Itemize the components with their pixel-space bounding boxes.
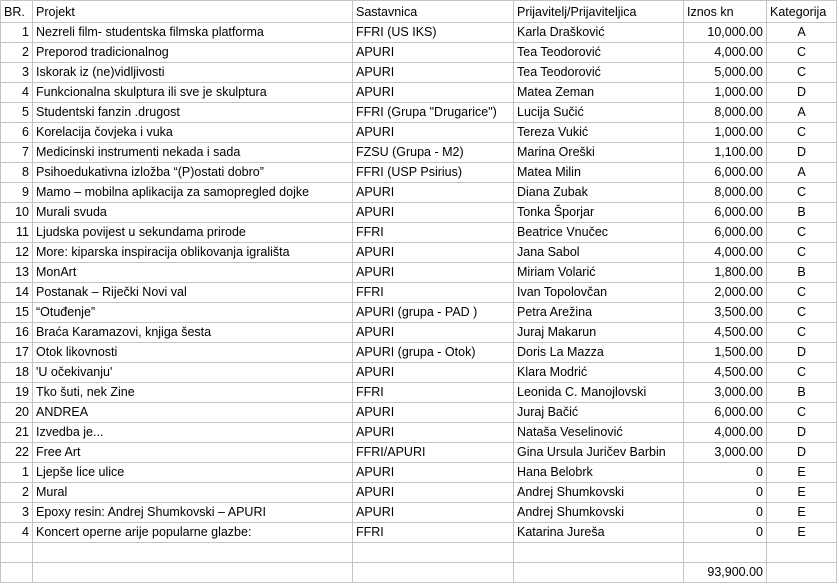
unit-cell[interactable]: APURI (grupa - PAD ) bbox=[353, 303, 514, 323]
row-number-cell[interactable]: 2 bbox=[1, 483, 33, 503]
table-row bbox=[1, 123, 837, 143]
row-number-cell[interactable]: 6 bbox=[1, 123, 33, 143]
category-cell[interactable]: C bbox=[767, 243, 837, 263]
amount-cell[interactable]: 0 bbox=[684, 483, 767, 503]
category-cell[interactable]: D bbox=[767, 423, 837, 443]
row-number-cell[interactable]: 4 bbox=[1, 83, 33, 103]
row-number-cell[interactable]: 19 bbox=[1, 383, 33, 403]
category-cell[interactable]: E bbox=[767, 523, 837, 543]
category-cell[interactable]: C bbox=[767, 323, 837, 343]
amount-cell[interactable]: 3,000.00 bbox=[684, 443, 767, 463]
empty-cell[interactable] bbox=[767, 563, 837, 583]
applicant-cell[interactable]: Tonka Šporjar bbox=[514, 203, 684, 223]
applicant-cell[interactable]: Matea Zeman bbox=[514, 83, 684, 103]
table-row bbox=[1, 363, 837, 383]
unit-cell[interactable]: FFRI bbox=[353, 523, 514, 543]
applicant-cell[interactable]: Karla Drašković bbox=[514, 23, 684, 43]
amount-cell[interactable]: 4,000.00 bbox=[684, 43, 767, 63]
unit-cell[interactable]: FZSU (Grupa - M2) bbox=[353, 143, 514, 163]
category-cell[interactable]: C bbox=[767, 123, 837, 143]
empty-cell[interactable] bbox=[33, 543, 353, 563]
applicant-cell[interactable]: Andrej Shumkovski bbox=[514, 483, 684, 503]
table-row bbox=[1, 263, 837, 283]
applicant-cell[interactable]: Miriam Volarić bbox=[514, 263, 684, 283]
amount-cell[interactable]: 1,500.00 bbox=[684, 343, 767, 363]
unit-cell[interactable]: APURI bbox=[353, 503, 514, 523]
table-row bbox=[1, 223, 837, 243]
category-cell[interactable]: C bbox=[767, 223, 837, 243]
row-number-cell[interactable]: 10 bbox=[1, 203, 33, 223]
applicant-cell[interactable]: Matea Milin bbox=[514, 163, 684, 183]
project-cell[interactable]: Braća Karamazovi, knjiga šesta bbox=[33, 323, 353, 343]
amount-cell[interactable]: 6,000.00 bbox=[684, 223, 767, 243]
table-row bbox=[1, 63, 837, 83]
row-number-cell[interactable]: 1 bbox=[1, 463, 33, 483]
unit-cell[interactable]: APURI bbox=[353, 463, 514, 483]
table-row bbox=[1, 443, 837, 463]
category-cell[interactable]: A bbox=[767, 163, 837, 183]
unit-cell[interactable]: APURI bbox=[353, 43, 514, 63]
project-cell[interactable]: Korelacija čovjeka i vuka bbox=[33, 123, 353, 143]
row-number-cell[interactable]: 1 bbox=[1, 23, 33, 43]
category-cell[interactable]: C bbox=[767, 303, 837, 323]
amount-cell[interactable]: 1,000.00 bbox=[684, 123, 767, 143]
category-cell[interactable]: D bbox=[767, 343, 837, 363]
category-cell[interactable]: B bbox=[767, 263, 837, 283]
category-cell[interactable]: B bbox=[767, 383, 837, 403]
row-number-cell[interactable]: 16 bbox=[1, 323, 33, 343]
category-cell[interactable]: C bbox=[767, 43, 837, 63]
project-cell[interactable]: Preporod tradicionalnog bbox=[33, 43, 353, 63]
table-row bbox=[1, 303, 837, 323]
amount-cell[interactable]: 0 bbox=[684, 463, 767, 483]
unit-cell[interactable]: FFRI (US IKS) bbox=[353, 23, 514, 43]
applicant-cell[interactable]: Leonida C. Manojlovski bbox=[514, 383, 684, 403]
applicant-cell[interactable]: Katarina Jureša bbox=[514, 523, 684, 543]
row-number-cell[interactable]: 4 bbox=[1, 523, 33, 543]
unit-cell[interactable]: APURI bbox=[353, 423, 514, 443]
amount-cell[interactable]: 0 bbox=[684, 523, 767, 543]
project-cell[interactable]: Medicinski instrumenti nekada i sada bbox=[33, 143, 353, 163]
table-row bbox=[1, 483, 837, 503]
amount-cell[interactable]: 1,000.00 bbox=[684, 83, 767, 103]
project-cell[interactable]: Free Art bbox=[33, 443, 353, 463]
table-row bbox=[1, 503, 837, 523]
project-cell[interactable]: Studentski fanzin .drugost bbox=[33, 103, 353, 123]
empty-cell[interactable] bbox=[684, 543, 767, 563]
table-row bbox=[1, 163, 837, 183]
amount-cell[interactable]: 4,000.00 bbox=[684, 243, 767, 263]
applicant-cell[interactable]: Andrej Shumkovski bbox=[514, 503, 684, 523]
header-category[interactable]: Kategorija bbox=[767, 1, 837, 23]
table-row bbox=[1, 183, 837, 203]
table-row bbox=[1, 203, 837, 223]
project-cell[interactable]: Funkcionalna skulptura ili sve je skulptura bbox=[33, 83, 353, 103]
project-cell[interactable]: Mamo – mobilna aplikacija za samopregled dojke bbox=[33, 183, 353, 203]
project-cell[interactable]: Postanak – Riječki Novi val bbox=[33, 283, 353, 303]
empty-cell[interactable] bbox=[514, 563, 684, 583]
amount-cell[interactable]: 1,800.00 bbox=[684, 263, 767, 283]
project-cell[interactable]: Iskorak iz (ne)vidljivosti bbox=[33, 63, 353, 83]
table-row bbox=[1, 423, 837, 443]
category-cell[interactable]: E bbox=[767, 463, 837, 483]
category-cell[interactable]: A bbox=[767, 103, 837, 123]
unit-cell[interactable]: APURI bbox=[353, 243, 514, 263]
unit-cell[interactable]: APURI bbox=[353, 363, 514, 383]
category-cell[interactable]: D bbox=[767, 143, 837, 163]
header-unit[interactable]: Sastavnica bbox=[353, 1, 514, 23]
unit-cell[interactable]: FFRI/APURI bbox=[353, 443, 514, 463]
project-cell[interactable]: Tko šuti, nek Zine bbox=[33, 383, 353, 403]
project-cell[interactable]: Izvedba je... bbox=[33, 423, 353, 443]
row-number-cell[interactable]: 18 bbox=[1, 363, 33, 383]
table-row bbox=[1, 243, 837, 263]
applicant-cell[interactable]: Juraj Makarun bbox=[514, 323, 684, 343]
applicant-cell[interactable]: Juraj Bačić bbox=[514, 403, 684, 423]
row-number-cell[interactable]: 21 bbox=[1, 423, 33, 443]
table-row bbox=[1, 283, 837, 303]
table-row bbox=[1, 403, 837, 423]
applicant-cell[interactable]: Jana Sabol bbox=[514, 243, 684, 263]
row-number-cell[interactable]: 3 bbox=[1, 503, 33, 523]
unit-cell[interactable]: APURI bbox=[353, 323, 514, 343]
category-cell[interactable]: B bbox=[767, 203, 837, 223]
amount-cell[interactable]: 4,000.00 bbox=[684, 423, 767, 443]
project-cell[interactable]: Mural bbox=[33, 483, 353, 503]
amount-cell[interactable]: 6,000.00 bbox=[684, 403, 767, 423]
project-cell[interactable]: More: kiparska inspiracija oblikovanja igrališta bbox=[33, 243, 353, 263]
header-no[interactable]: BR. bbox=[1, 1, 33, 23]
empty-cell[interactable] bbox=[353, 563, 514, 583]
amount-cell[interactable]: 6,000.00 bbox=[684, 163, 767, 183]
unit-cell[interactable]: APURI bbox=[353, 83, 514, 103]
project-cell[interactable]: Epoxy resin: Andrej Shumkovski – APURI bbox=[33, 503, 353, 523]
row-number-cell[interactable]: 7 bbox=[1, 143, 33, 163]
project-cell[interactable]: Ljepše lice ulice bbox=[33, 463, 353, 483]
table-row bbox=[1, 343, 837, 363]
project-cell[interactable]: Murali svuda bbox=[33, 203, 353, 223]
project-cell[interactable]: Psihoedukativna izložba “(P)ostati dobro” bbox=[33, 163, 353, 183]
applicant-cell[interactable]: Tea Teodorović bbox=[514, 43, 684, 63]
applicant-cell[interactable]: Nataša Veselinović bbox=[514, 423, 684, 443]
category-cell[interactable]: A bbox=[767, 23, 837, 43]
unit-cell[interactable]: APURI bbox=[353, 123, 514, 143]
table-row bbox=[1, 523, 837, 543]
category-cell[interactable]: C bbox=[767, 283, 837, 303]
empty-cell[interactable] bbox=[514, 543, 684, 563]
applicant-cell[interactable]: Hana Belobrk bbox=[514, 463, 684, 483]
table-row bbox=[1, 103, 837, 123]
category-cell[interactable]: E bbox=[767, 503, 837, 523]
table-row bbox=[1, 383, 837, 403]
project-cell[interactable]: ANDREA bbox=[33, 403, 353, 423]
category-cell[interactable]: C bbox=[767, 363, 837, 383]
empty-cell[interactable] bbox=[1, 543, 33, 563]
amount-cell[interactable]: 5,000.00 bbox=[684, 63, 767, 83]
empty-row bbox=[1, 543, 837, 563]
category-cell[interactable]: C bbox=[767, 63, 837, 83]
amount-cell[interactable]: 2,000.00 bbox=[684, 283, 767, 303]
empty-cell[interactable] bbox=[33, 563, 353, 583]
amount-cell[interactable]: 4,500.00 bbox=[684, 323, 767, 343]
unit-cell[interactable]: APURI bbox=[353, 203, 514, 223]
header-row bbox=[1, 1, 837, 23]
row-number-cell[interactable]: 3 bbox=[1, 63, 33, 83]
row-number-cell[interactable]: 11 bbox=[1, 223, 33, 243]
amount-cell[interactable]: 3,500.00 bbox=[684, 303, 767, 323]
unit-cell[interactable]: FFRI bbox=[353, 383, 514, 403]
applicant-cell[interactable]: Beatrice Vnučec bbox=[514, 223, 684, 243]
project-cell[interactable]: “Otuđenje” bbox=[33, 303, 353, 323]
project-cell[interactable]: Nezreli film- studentska filmska platforma bbox=[33, 23, 353, 43]
empty-cell[interactable] bbox=[1, 563, 33, 583]
row-number-cell[interactable]: 12 bbox=[1, 243, 33, 263]
category-cell[interactable]: D bbox=[767, 443, 837, 463]
unit-cell[interactable]: APURI bbox=[353, 403, 514, 423]
category-cell[interactable]: C bbox=[767, 183, 837, 203]
applicant-cell[interactable]: Marina Oreški bbox=[514, 143, 684, 163]
amount-cell[interactable]: 8,000.00 bbox=[684, 103, 767, 123]
project-cell[interactable]: Koncert operne arije popularne glazbe: bbox=[33, 523, 353, 543]
header-project[interactable]: Projekt bbox=[33, 1, 353, 23]
unit-cell[interactable]: APURI bbox=[353, 63, 514, 83]
header-amount[interactable]: Iznos kn bbox=[684, 1, 767, 23]
total-row bbox=[1, 563, 837, 583]
row-number-cell[interactable]: 20 bbox=[1, 403, 33, 423]
applicant-cell[interactable]: Petra Arežina bbox=[514, 303, 684, 323]
unit-cell[interactable]: FFRI bbox=[353, 283, 514, 303]
unit-cell[interactable]: APURI (grupa - Otok) bbox=[353, 343, 514, 363]
row-number-cell[interactable]: 22 bbox=[1, 443, 33, 463]
table-row bbox=[1, 83, 837, 103]
applicant-cell[interactable]: Tereza Vukić bbox=[514, 123, 684, 143]
applicant-cell[interactable]: Diana Zubak bbox=[514, 183, 684, 203]
project-cell[interactable]: Ljudska povijest u sekundama prirode bbox=[33, 223, 353, 243]
amount-cell[interactable]: 1,100.00 bbox=[684, 143, 767, 163]
amount-cell[interactable]: 3,000.00 bbox=[684, 383, 767, 403]
amount-cell[interactable]: 0 bbox=[684, 503, 767, 523]
applicant-cell[interactable]: Tea Teodorović bbox=[514, 63, 684, 83]
empty-cell[interactable] bbox=[353, 543, 514, 563]
table-row bbox=[1, 23, 837, 43]
row-number-cell[interactable]: 9 bbox=[1, 183, 33, 203]
row-number-cell[interactable]: 2 bbox=[1, 43, 33, 63]
unit-cell[interactable]: FFRI bbox=[353, 223, 514, 243]
amount-cell[interactable]: 6,000.00 bbox=[684, 203, 767, 223]
table-row bbox=[1, 463, 837, 483]
applicant-cell[interactable]: Ivan Topolovčan bbox=[514, 283, 684, 303]
amount-cell[interactable]: 8,000.00 bbox=[684, 183, 767, 203]
project-cell[interactable]: 'U očekivanju' bbox=[33, 363, 353, 383]
unit-cell[interactable]: APURI bbox=[353, 183, 514, 203]
applicant-cell[interactable]: Gina Ursula Juričev Barbin bbox=[514, 443, 684, 463]
empty-cell[interactable] bbox=[767, 543, 837, 563]
unit-cell[interactable]: APURI bbox=[353, 483, 514, 503]
row-number-cell[interactable]: 13 bbox=[1, 263, 33, 283]
table-row bbox=[1, 43, 837, 63]
row-number-cell[interactable]: 8 bbox=[1, 163, 33, 183]
amount-cell[interactable]: 10,000.00 bbox=[684, 23, 767, 43]
applicant-cell[interactable]: Klara Modrić bbox=[514, 363, 684, 383]
unit-cell[interactable]: APURI bbox=[353, 263, 514, 283]
row-number-cell[interactable]: 17 bbox=[1, 343, 33, 363]
unit-cell[interactable]: FFRI (Grupa "Drugarice") bbox=[353, 103, 514, 123]
table-row bbox=[1, 143, 837, 163]
row-number-cell[interactable]: 14 bbox=[1, 283, 33, 303]
table-row bbox=[1, 323, 837, 343]
row-number-cell[interactable]: 5 bbox=[1, 103, 33, 123]
total-amount-cell[interactable]: 93,900.00 bbox=[684, 563, 767, 583]
project-cell[interactable]: MonArt bbox=[33, 263, 353, 283]
category-cell[interactable]: E bbox=[767, 483, 837, 503]
unit-cell[interactable]: FFRI (USP Psirius) bbox=[353, 163, 514, 183]
row-number-cell[interactable]: 15 bbox=[1, 303, 33, 323]
category-cell[interactable]: D bbox=[767, 83, 837, 103]
applicant-cell[interactable]: Doris La Mazza bbox=[514, 343, 684, 363]
project-cell[interactable]: Otok likovnosti bbox=[33, 343, 353, 363]
category-cell[interactable]: C bbox=[767, 403, 837, 423]
amount-cell[interactable]: 4,500.00 bbox=[684, 363, 767, 383]
applicant-cell[interactable]: Lucija Sučić bbox=[514, 103, 684, 123]
header-applicant[interactable]: Prijavitelj/Prijaviteljica bbox=[514, 1, 684, 23]
